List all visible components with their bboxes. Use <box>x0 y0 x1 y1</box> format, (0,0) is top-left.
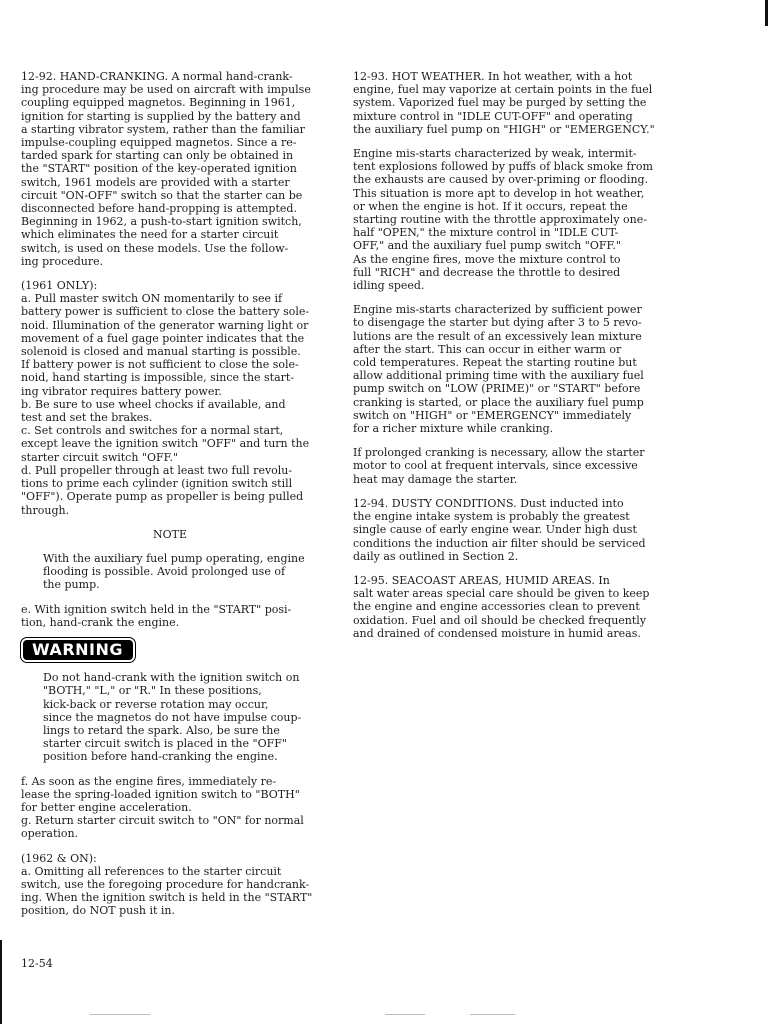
scan-smudge <box>385 1014 425 1015</box>
scan-smudge <box>90 1014 150 1015</box>
steps-a-through-d: a. Pull master switch ON momentarily to see if battery power is sufficient to close the battery sole- noid. Illumination of the generator warning light or movement of a fuel gage pointer indicates that the solenoid is closed and manual starting is possible. If battery power is not sufficient to close the sole- noid, hand starting is impossible, since the start- ing vibrator requires battery power. b. Be sure to use wheel chocks if available, and test and set the brakes. c. Set controls and switches for a normal start, except leave the ignition switch "OFF" and turn the starter circuit switch "OFF." d. Pull propeller through at least two full revolu- tions to prime each cylinder (ignition switch still "OFF"). Operate pump as propeller is being pulled through. <box>21 292 310 517</box>
note-title: NOTE <box>152 527 187 541</box>
heading-1961-only: (1961 ONLY): <box>21 279 98 293</box>
steps-f-g: f. As soon as the engine fires, immediately re- lease the spring-loaded ignition switch to "BOTH" for better engine acceleration. g. Return starter circuit switch to "ON" for normal operation. <box>21 774 304 841</box>
step-e: e. With ignition switch held in the "START" posi- tion, hand-crank the engine. <box>21 602 292 629</box>
note-text: With the auxiliary fuel pump operating, engine flooding is possible. Avoid prolonged use of the pump. <box>43 551 305 592</box>
paragraph-misstart-flooding: Engine mis-starts characterized by weak, intermit- tent explosions followed by puffs of black smoke from the exhausts are caused by over-priming or flooding. This situation is more apt to develop in hot weather, or when the engine is hot. If it occurs, repeat the starting routine with the throttle approximately one- half "OPEN," the mixture control in "IDLE CUT- OFF," and the auxiliary fuel pump switch "OFF." As the engine fires, move the mixture control to full "RICH" and decrease the throttle to desired idling speed. <box>353 147 653 293</box>
section-12-92-hand-cranking: 12-92. HAND-CRANKING. A normal hand-crank- ing procedure may be used on aircraft with impulse coupling equipped magnetos. Beginning in 1961, ignition for starting is supplied by the battery and a starting vibrator system, rather than the familiar impulse-coupling equipped magnetos. Since a re- tarded spark for starting can only be obtained in the "START" position of the key-operated ignition switch, 1961 models are provided with a starter circuit "ON-OFF" switch so that the starter can be disconnected before hand-propping is attempted. Beginning in 1962, a push-to-start ignition switch, which eliminates the need for a starter circuit switch, is used on these models. Use the follow- ing procedure. <box>21 70 311 268</box>
scan-smudge <box>470 1014 515 1015</box>
step-1962-a: a. Omitting all references to the starter circuit switch, use the foregoing procedure for handcrank- ing. When the ignition switch is held in the "START" position, do NOT push it in. <box>21 864 313 918</box>
section-12-94-dusty-conditions: 12-94. DUSTY CONDITIONS. Dust inducted into the engine intake system is probably the greatest single cause of early engine wear. Under high dust conditions the induction air filter should be serviced daily as outlined in Section 2. <box>353 496 646 563</box>
paragraph-prolonged-cranking: If prolonged cranking is necessary, allow the starter motor to cool at frequent intervals, since excessive heat may damage the starter. <box>353 446 645 486</box>
section-12-93-hot-weather: 12-93. HOT WEATHER. In hot weather, with a hot engine, fuel may vaporize at certain points in the fuel system. Vaporized fuel may be purged by setting the mixture control in "IDLE CUT-OFF" and operating the auxiliary fuel pump on "HIGH" or "EMERGENCY." <box>353 70 655 136</box>
section-12-95-seacoast-humid: 12-95. SEACOAST AREAS, HUMID AREAS. In salt water areas special care should be given to keep the engine and engine accessories clean to prevent oxidation. Fuel and oil should be checked frequently and drained of condensed moisture in humid areas. <box>353 573 650 640</box>
left-column <box>21 70 319 918</box>
paragraph-misstart-lean: Engine mis-starts characterized by sufficient power to disengage the starter but dying after 3 to 5 revo- lutions are the result of an excessively lean mixture after the start. This can occur in either warm or cold temperatures. Repeat the starting routine but allow additional priming time with the auxiliary fuel pump switch on "LOW (PRIME)" or "START" before cranking is started, or place the auxiliary fuel pump switch on "HIGH" or "EMERGENCY" immediately for a richer mixture while cranking. <box>353 303 644 436</box>
right-column <box>353 70 659 640</box>
page-number: 12-54 <box>21 957 53 970</box>
warning-text: Do not hand-crank with the ignition switch on "BOTH," "L," or "R." In these positions, kick-back or reverse rotation may occur, since the magnetos do not have impulse coup- lings to retard the spark. Also, be sure the starter circuit switch is placed in the "OFF" position before hand-cranking the engine. <box>43 671 302 764</box>
heading-1962-on: (1962 & ON): <box>21 851 97 865</box>
warning-callout <box>21 640 319 660</box>
page-edge-mark-bottom <box>0 940 2 1024</box>
warning-label: WARNING <box>23 640 133 660</box>
